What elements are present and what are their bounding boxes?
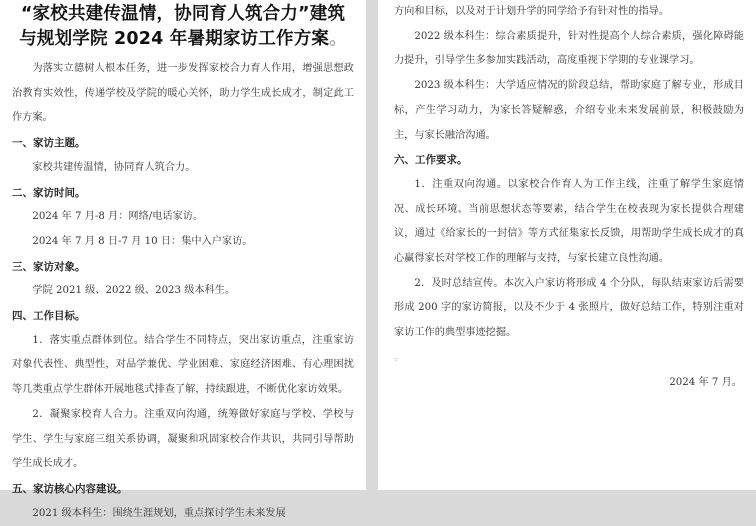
paragraph: 1．注重双向沟通。以家校合作育人为工作主线，注重了解学生家庭情况、成长环境、当前思想状态等要素，结合学生在校表现为家长提供合理建议，通过《给家长的一封信》等方式征集家长反馈，用帮助学生成长成才的真心赢得家长对学校工作的理解与支持，与家长建立良性沟通。 [394,178,744,265]
document-title [12,2,354,52]
paragraph: 2021 级本科生：围绕生涯规划，重点探讨学生未来发展 [32,507,286,519]
title-mark: 。 [329,29,347,49]
section-heading: 五、家访核心内容建设。 [12,482,128,495]
section-heading: 一、家访主题。 [12,137,86,150]
paragraph: 2024 年 7 月-8 月：网络/电话家访。 [32,211,204,223]
paragraph: 2023 级本科生：大学适应情况的阶段总结，帮助家庭了解专业，形成目标，产生学习动力，为家长答疑解惑，介绍专业未来发展前景，积极鼓励为主，与家长融洽沟通。 [394,80,744,141]
paragraph: 2024 年 7 月 8 日-7 月 10 日：集中入户家访。 [32,235,253,247]
paragraph-mark: 。 [394,351,405,363]
section-heading: 三、家访对象。 [12,260,86,273]
right-page-body [394,0,744,395]
title-line-2: 与规划学院 2024 年暑期家访工作方案。 [19,29,347,49]
section-heading: 二、家访时间。 [12,186,86,199]
paragraph: 2．凝聚家校育人合力。注重双向沟通，统筹做好家庭与学校、学校与学生、学生与家庭三组关系协调，凝聚和巩固家校合作共识，共同引导帮助学生成长成才。 [12,408,354,470]
paragraph: 2．及时总结宣传。本次入户家访将形成 4 个分队，每队结束家访后需要形成 200 字的家访简报，以及不少于 4 张照片，做好总结工作，特别注重对家访工作的典型事迹挖掘。 [394,277,744,339]
signature-date: 2024 年 7 月。 [669,376,742,388]
document-page-right [378,0,756,490]
title-line-1: “家校共建传温情，协同育人筑合力”建筑 [20,4,346,24]
section-heading: 四、工作目标。 [12,310,86,323]
section-heading: 六、工作要求。 [394,154,468,167]
paragraph: 家校共建传温情，协同育人筑合力。 [32,161,196,173]
document-page-left [0,0,366,519]
paragraph: 1．落实重点群体到位。结合学生不同特点，突出家访重点，注重家访对象代表性、典型性，对品学兼优、学业困难、家庭经济困难、有心理困扰等几类重点学生群体开展地毯式排查了解，持续跟进，不断优化家访效果。 [12,334,354,396]
paragraph: 为落实立德树人根本任务，进一步发挥家校合力育人作用，增强思想政治教育实效性，传递学校及学院的暖心关怀，助力学生成长成才，制定此工作方案。 [12,63,354,124]
paragraph: 2022 级本科生：综合素质提升，针对性提高个人综合素质，强化障碍能力提升，引导学生多参加实践活动，高度重视下学期的专业课学习。 [394,30,744,67]
paragraph: 学院 2021 级、2022 级、2023 级本科生。 [32,285,236,297]
paragraph: 方向和目标，以及对于计划升学的同学给予有针对性的指导。 [394,6,670,17]
left-page-body [12,57,354,526]
